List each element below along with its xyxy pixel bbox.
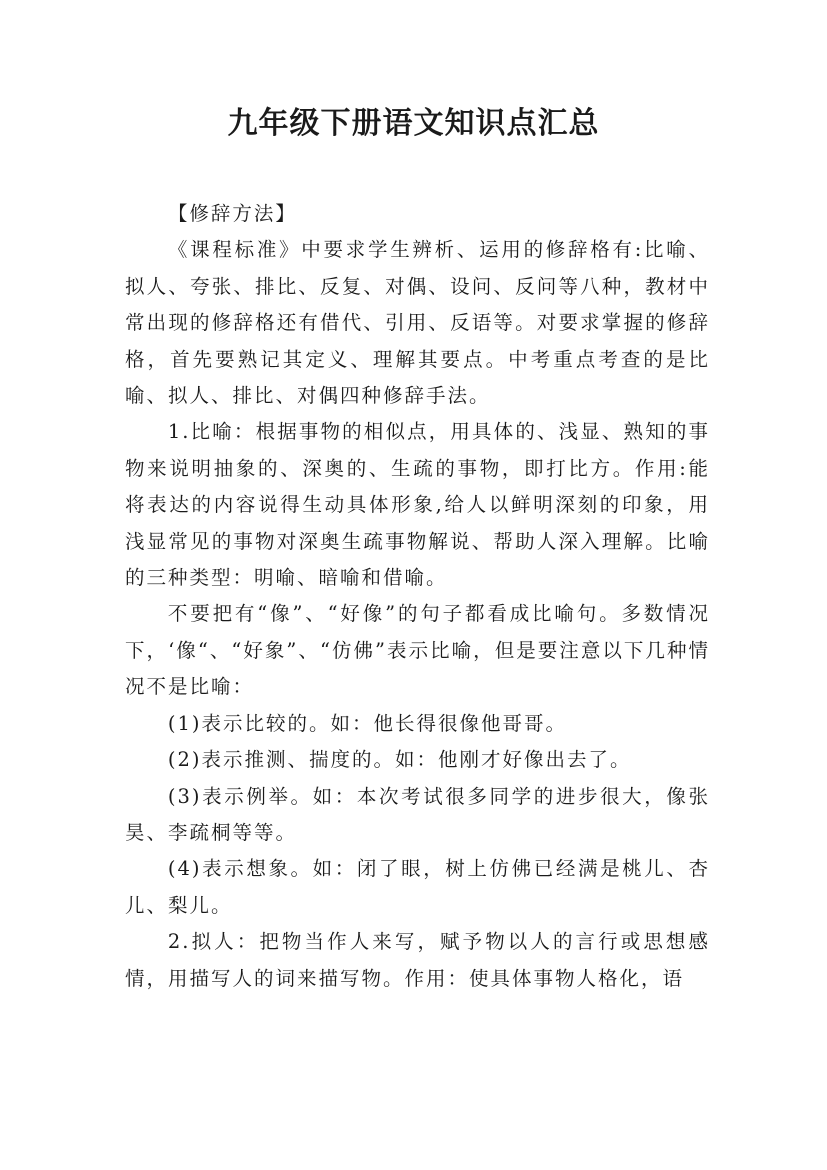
section-heading: 【修辞方法】 [167, 202, 297, 225]
list-item-example: (3)表示例举。如：本次考试很多同学的进步很大，像张昊、李疏桐等等。 [125, 784, 710, 844]
paragraph-note: 不要把有“像”、“好像”的句子都看成比喻句。多数情况下，‘像“、“好象”、“仿佛”表示比喻，但是要注意以下几种情况不是比喻： [125, 602, 710, 699]
document-body [125, 196, 710, 997]
page-title: 九年级下册语文知识点汇总 [227, 106, 600, 141]
list-item-speculation: (2)表示推测、揣度的。如：他刚才好像出去了。 [167, 748, 632, 772]
list-item-comparison: (1)表示比较的。如：他长得很像他哥哥。 [167, 711, 568, 735]
list-item-imagination: (4)表示想象。如：闭了眼，树上仿佛已经满是桃儿、杏儿、梨儿。 [125, 857, 710, 917]
paragraph-metaphor: 1.比喻：根据事物的相似点，用具体的、浅显、熟知的事物来说明抽象的、深奥的、生疏的事物，即打比方。作用:能将表达的内容说得生动具体形象,给人以鲜明深刻的印象，用浅显常见的事物对深奥生疏事物解说、帮助人深入理解。比喻的三种类型：明喻、暗喻和借喻。 [125, 420, 710, 590]
paragraph-intro: 《课程标准》中要求学生辨析、运用的修辞格有:比喻、拟人、夸张、排比、反复、对偶、设问、反问等八种，教材中常出现的修辞格还有借代、引用、反语等。对要求掌握的修辞格，首先要熟记其定义、理解其要点。中考重点考查的是比喻、拟人、排比、对偶四种修辞手法。 [125, 238, 710, 408]
paragraph-personification: 2.拟人：把物当作人来写，赋予物以人的言行或思想感情，用描写人的词来描写物。作用：使具体事物人格化，语 [125, 930, 710, 990]
